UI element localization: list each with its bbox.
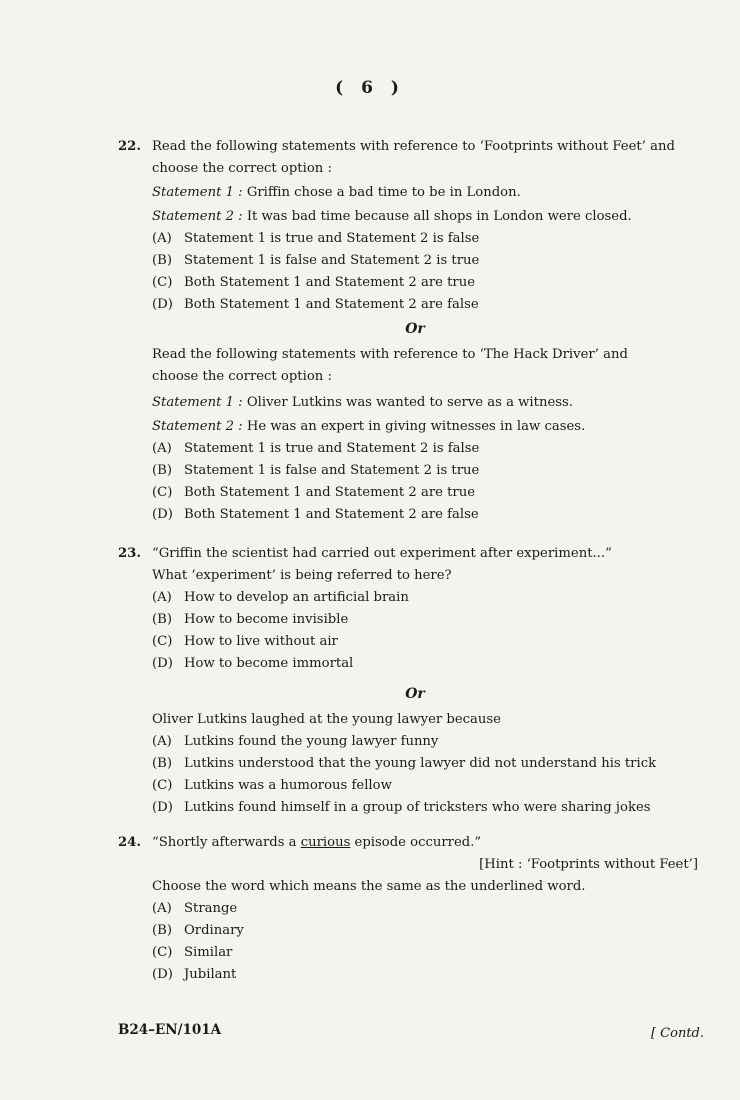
option-c	[152, 272, 678, 294]
options-list	[152, 228, 678, 316]
statement-label: Statement 2 :	[152, 209, 243, 224]
question-22	[118, 136, 678, 526]
option-letter: (C)	[152, 485, 173, 500]
option-letter: (B)	[152, 612, 172, 627]
option-text: Ordinary	[184, 923, 244, 938]
option-b	[152, 460, 678, 482]
options-list	[152, 898, 678, 986]
option-letter: (D)	[152, 800, 173, 815]
option-text: Statement 1 is false and Statement 2 is true	[184, 463, 480, 478]
option-letter: (D)	[152, 297, 173, 312]
question-intro-alt: Read the following statements with reference to ‘The Hack Driver’ and choose the correct option :	[152, 347, 628, 384]
option-a	[152, 587, 678, 609]
option-b	[152, 609, 678, 631]
question-quote	[152, 832, 678, 854]
option-c	[152, 631, 678, 653]
option-a	[152, 898, 678, 920]
option-text: Similar	[184, 945, 233, 960]
option-text: Lutkins understood that the young lawyer did not understand his trick	[184, 756, 657, 771]
option-text: Lutkins found the young lawyer funny	[184, 734, 439, 749]
option-c	[152, 942, 678, 964]
option-text: Both Statement 1 and Statement 2 are true	[184, 485, 476, 500]
option-letter: (C)	[152, 778, 173, 793]
option-a	[152, 731, 678, 753]
option-d	[152, 797, 678, 819]
option-c	[152, 775, 678, 797]
option-letter: (D)	[152, 507, 173, 522]
option-letter: (C)	[152, 945, 173, 960]
quote-text: episode occurred.”	[350, 835, 482, 850]
option-text: Statement 1 is false and Statement 2 is true	[184, 253, 480, 268]
statement-text: He was an expert in giving witnesses in law cases.	[242, 419, 586, 434]
options-list-alt	[152, 438, 678, 526]
quote-text: “Shortly afterwards a	[152, 835, 301, 850]
statement-1-alt	[152, 392, 678, 414]
option-b	[152, 250, 678, 272]
option-text: Statement 1 is true and Statement 2 is false	[184, 441, 480, 456]
option-text: How to become invisible	[184, 612, 349, 627]
or-separator: Or	[405, 321, 425, 337]
option-d	[152, 504, 678, 526]
question-quote: “Griffin the scientist had carried out experiment after experiment...”	[152, 546, 612, 561]
question-text-alt: Oliver Lutkins laughed at the young lawyer because	[152, 712, 501, 727]
option-letter: (A)	[152, 901, 172, 916]
option-text: Both Statement 1 and Statement 2 are true	[184, 275, 476, 290]
page-number: ( 6 )	[335, 78, 405, 98]
question-number: 22.	[118, 139, 141, 154]
option-d	[152, 964, 678, 986]
option-letter: (A)	[152, 441, 172, 456]
option-a	[152, 438, 678, 460]
option-text: Strange	[184, 901, 238, 916]
statement-text: Griffin chose a bad time to be in London.	[242, 185, 521, 200]
option-d	[152, 294, 678, 316]
question-24	[118, 832, 698, 986]
option-text: How to live without air	[184, 634, 338, 649]
statement-2-alt	[152, 416, 678, 438]
option-c	[152, 482, 678, 504]
option-letter: (B)	[152, 253, 172, 268]
statement-text: Oliver Lutkins was wanted to serve as a witness.	[242, 395, 573, 410]
statement-label: Statement 2 :	[152, 419, 243, 434]
option-text: Jubilant	[184, 967, 237, 982]
option-text: Lutkins found himself in a group of tricksters who were sharing jokes	[184, 800, 651, 815]
option-text: How to develop an artificial brain	[184, 590, 409, 605]
option-letter: (A)	[152, 231, 172, 246]
options-list-alt	[152, 731, 678, 819]
option-letter: (B)	[152, 923, 172, 938]
question-number: 24.	[118, 835, 141, 850]
statement-label: Statement 1 :	[152, 185, 243, 200]
option-letter: (C)	[152, 275, 173, 290]
question-text: Choose the word which means the same as the underlined word.	[152, 879, 586, 894]
question-number: 23.	[118, 546, 141, 561]
question-23	[118, 543, 678, 819]
option-d	[152, 653, 678, 675]
options-list	[152, 587, 678, 675]
option-letter: (A)	[152, 590, 172, 605]
question-intro: Read the following statements with reference to ‘Footprints without Feet’ and choose the correct option :	[152, 139, 675, 176]
statement-2	[152, 206, 678, 228]
option-text: Both Statement 1 and Statement 2 are false	[184, 297, 479, 312]
option-letter: (D)	[152, 656, 173, 671]
question-text: What ‘experiment’ is being referred to here?	[152, 568, 452, 583]
underlined-word: curious	[300, 835, 351, 850]
hint: [Hint : ‘Footprints without Feet’]	[479, 857, 698, 872]
or-separator: Or	[405, 686, 425, 702]
option-text: Both Statement 1 and Statement 2 are false	[184, 507, 479, 522]
option-text: How to become immortal	[184, 656, 354, 671]
option-letter: (B)	[152, 463, 172, 478]
statement-text: It was bad time because all shops in London were closed.	[242, 209, 632, 224]
option-letter: (C)	[152, 634, 173, 649]
option-letter: (A)	[152, 734, 172, 749]
paper-code: B24–EN/101A	[118, 1022, 222, 1038]
option-a	[152, 228, 678, 250]
continued-label: [ Contd.	[650, 1026, 704, 1041]
option-letter: (D)	[152, 967, 173, 982]
option-letter: (B)	[152, 756, 172, 771]
option-b	[152, 920, 678, 942]
option-text: Lutkins was a humorous fellow	[184, 778, 392, 793]
statement-label: Statement 1 :	[152, 395, 243, 410]
statement-1	[152, 182, 678, 204]
option-text: Statement 1 is true and Statement 2 is false	[184, 231, 480, 246]
option-b	[152, 753, 678, 775]
